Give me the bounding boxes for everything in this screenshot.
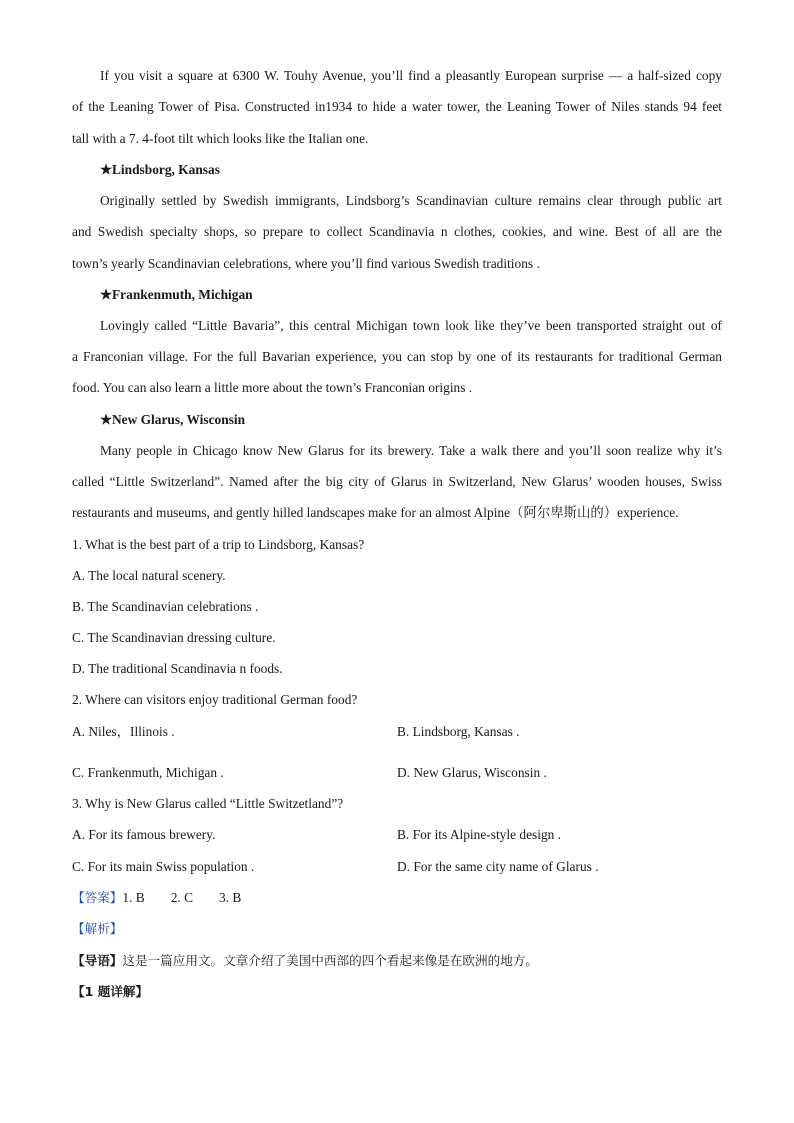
section-heading-new-glarus: ★New Glarus, Wisconsin — [100, 412, 246, 427]
passage-line: and Swedish specialty shops, so prepare to collect Scandinavia n clothes, cookies, and wine. Best of all are the — [72, 224, 722, 239]
passage-line: food. You can also learn a little more about the town’s Franconian origins . — [72, 380, 473, 395]
question-2-option-a: A. Niles，Illinois . — [72, 724, 175, 739]
passage-line: restaurants and museums, and gently hilled landscapes make for an almost Alpine（阿尔卑斯山的）experience. — [72, 505, 679, 520]
section-heading-frankenmuth: ★Frankenmuth, Michigan — [100, 287, 253, 302]
guide-text: 这是一篇应用文。文章介绍了美国中西部的四个看起来像是在欧洲的地方。 — [122, 953, 538, 968]
answer-item-2: 2. C — [170, 890, 194, 905]
passage-line: tall with a 7. 4-foot tilt which looks like the Italian one. — [72, 131, 369, 146]
answer-line — [72, 888, 722, 908]
passage-line: a Franconian village. For the full Bavarian experience, you can stop by one of its restaurants for traditional German — [72, 349, 722, 364]
passage-line: Lovingly called “Little Bavaria”, this central Michigan town look like they’ve been transported straight out of — [100, 318, 722, 333]
question-2-option-d: D. New Glarus, Wisconsin . — [397, 765, 547, 780]
passage-line: If you visit a square at 6300 W. Touhy Avenue, you’ll find a pleasantly European surprise — a half-sized copy — [100, 68, 722, 83]
answer-item-3: 3. B — [219, 890, 242, 905]
question-1-option-a: A. The local natural scenery. — [72, 568, 226, 583]
question-stem-3: 3. Why is New Glarus called “Little Switzetland”? — [72, 796, 344, 811]
guide-line — [72, 951, 722, 971]
passage-line: of the Leaning Tower of Pisa. Constructed in1934 to hide a water tower, the Leaning Tower of Niles stands 94 feet — [72, 99, 722, 114]
detail-heading: 【1 题详解】 — [72, 984, 149, 999]
passage-line: called “Little Switzerland”. Named after the big city of Glarus in Switzerland, New Glarus’ wooden houses, Swiss — [72, 474, 722, 489]
question-1-option-b: B. The Scandinavian celebrations . — [72, 599, 259, 614]
answer-tag: 【答案】 — [72, 890, 123, 905]
analysis-tag: 【解析】 — [72, 921, 123, 936]
question-1-option-c: C. The Scandinavian dressing culture. — [72, 630, 276, 645]
question-stem-2: 2. Where can visitors enjoy traditional German food? — [72, 692, 358, 707]
question-3-option-c: C. For its main Swiss population . — [72, 859, 255, 874]
guide-tag: 【导语】 — [72, 953, 123, 968]
question-3-option-b: B. For its Alpine-style design . — [397, 827, 562, 842]
question-2-option-b: B. Lindsborg, Kansas . — [397, 724, 520, 739]
question-2-option-c: C. Frankenmuth, Michigan . — [72, 765, 224, 780]
question-stem-1: 1. What is the best part of a trip to Lindsborg, Kansas? — [72, 537, 365, 552]
question-1-option-d: D. The traditional Scandinavia n foods. — [72, 661, 283, 676]
answer-item-1: 1. B — [122, 890, 145, 905]
passage-line: town’s yearly Scandinavian celebrations, where you’ll find various Swedish traditions . — [72, 256, 540, 271]
passage-line: Many people in Chicago know New Glarus for its brewery. Take a walk there and you’ll soon realize why it’s — [100, 443, 722, 458]
section-heading-lindsborg: ★Lindsborg, Kansas — [100, 162, 220, 177]
analysis-tag-line — [72, 919, 722, 939]
passage-line: Originally settled by Swedish immigrants, Lindsborg’s Scandinavian culture remains clear through public art — [100, 193, 722, 208]
question-3-option-a: A. For its famous brewery. — [72, 827, 216, 842]
question-3-option-d: D. For the same city name of Glarus . — [397, 859, 599, 874]
